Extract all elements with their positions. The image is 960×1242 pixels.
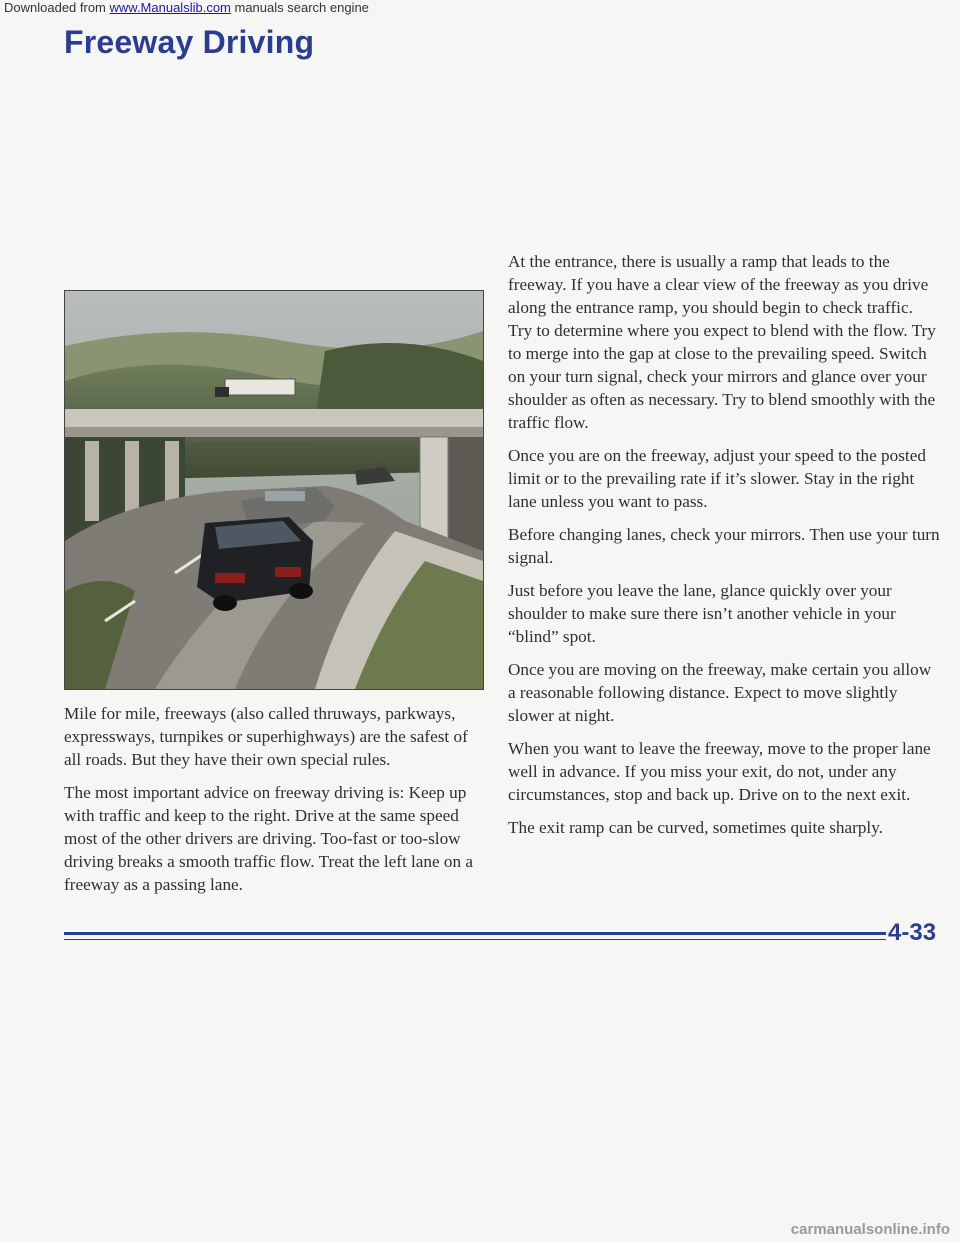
site-watermark: carmanualsonline.info [790, 1221, 950, 1238]
freeway-overpass-picture [65, 291, 483, 689]
paragraph: Before changing lanes, check your mirrors. Then use your turn signal. [508, 525, 940, 567]
footer-rule-thin [64, 939, 886, 940]
paragraph: When you want to leave the freeway, move to the proper lane well in advance. If you miss your exit, do not, under any circumstances, stop and back up. Drive on to the next exit. [508, 739, 931, 804]
paragraph: Mile for mile, freeways (also called thruways, parkways, expressways, turnpikes or superhighways) are the safest of all roads. But they have their own special rules. [64, 704, 468, 769]
right-text-column [508, 250, 940, 849]
download-watermark [4, 0, 369, 15]
paragraph: Once you are moving on the freeway, make certain you allow a reasonable following distance. Expect to move slightly slower at night. [508, 660, 932, 725]
paragraph: Once you are on the freeway, adjust your speed to the posted limit or to the prevailing rate if it’s slower. Stay in the right lane unless you want to pass. [508, 446, 926, 511]
watermark-suffix: manuals search engine [230, 0, 369, 15]
page-number: 4-33 [888, 919, 937, 946]
section-title: Freeway Driving [64, 24, 315, 60]
manualslib-link[interactable]: www.Manualslib.com [109, 0, 231, 15]
footer-rule-thick [64, 932, 886, 935]
freeway-illustration [64, 290, 484, 690]
paragraph: The most important advice on freeway driving is: Keep up with traffic and keep to the right. Drive at the same speed most of the other drivers are driving. Too-fast or too-slow driving breaks a smooth traffic flow. Treat the left lane on a freeway as a passing lane. [64, 783, 474, 894]
left-text-column [64, 702, 482, 906]
paragraph: At the entrance, there is usually a ramp that leads to the freeway. If you have a clear view of the freeway as you drive along the entrance ramp, you should begin to check traffic. Try to determine where you expect to blend with the flow. Try to merge into the gap at close to the prevailing speed. Switch on your turn signal, check your mirrors and glance over your shoulder as often as necessary. Try to blend smoothly with the traffic flow. [508, 252, 936, 432]
watermark-prefix: Downloaded from [4, 0, 110, 15]
paragraph: Just before you leave the lane, glance quickly over your shoulder to make sure there isn’t another vehicle in your “blind” spot. [508, 581, 896, 646]
paragraph: The exit ramp can be curved, sometimes quite sharply. [508, 818, 883, 837]
